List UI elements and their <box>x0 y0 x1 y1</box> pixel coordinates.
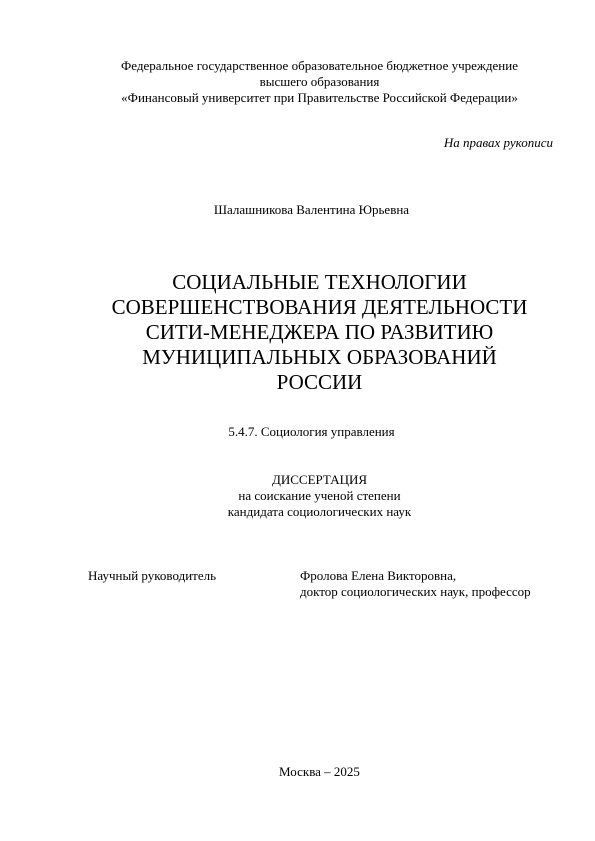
supervisor-role: Научный руководитель <box>88 568 217 583</box>
institution-line-1: Федеральное государственное образовательное бюджетное учреждение <box>121 58 518 73</box>
specialty-code: 5.4.7. Социология управления <box>228 424 395 439</box>
supervisor-name: Фролова Елена Викторовна, <box>300 568 457 583</box>
manuscript-note: На правах рукописи <box>443 135 553 150</box>
supervisor-info <box>300 568 531 600</box>
title-line-5: РОССИИ <box>276 370 363 394</box>
institution-line-3: «Финансовый университет при Правительстве Российской Федерации» <box>121 90 518 105</box>
author-name: Шалашникова Валентина Юрьевна <box>213 202 410 217</box>
title-line-4: МУНИЦИПАЛЬНЫХ ОБРАЗОВАНИЙ <box>142 345 497 369</box>
institution-header <box>22 58 595 106</box>
city-year: Москва – 2025 <box>279 764 360 779</box>
degree-line-1: на соискание ученой степени <box>238 488 401 503</box>
institution-line-2: высшего образования <box>259 74 380 89</box>
degree-line-2: кандидата социологических наук <box>227 504 412 519</box>
dissertation-label: ДИССЕРТАЦИЯ <box>271 472 368 487</box>
supervisor-credentials: доктор социологических наук, профессор <box>300 584 531 599</box>
dissertation-type <box>22 472 595 520</box>
title-line-3: СИТИ-МЕНЕДЖЕРА ПО РАЗВИТИЮ <box>145 320 494 344</box>
title-line-1: СОЦИАЛЬНЫЕ ТЕХНОЛОГИИ <box>172 270 467 294</box>
dissertation-title <box>22 270 595 395</box>
title-line-2: СОВЕРШЕНСТВОВАНИЯ ДЕЯТЕЛЬНОСТИ <box>111 295 528 319</box>
